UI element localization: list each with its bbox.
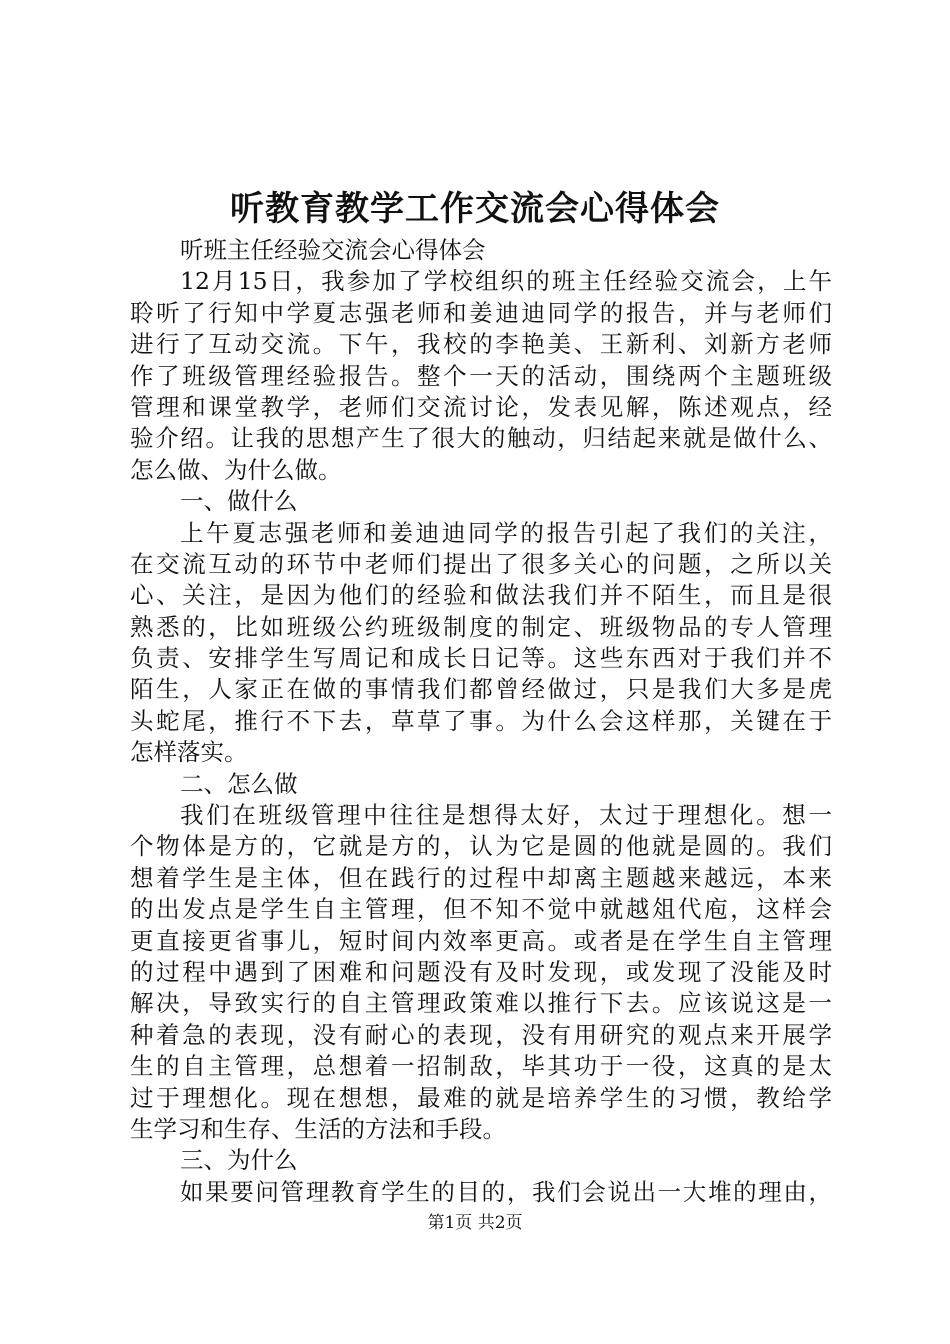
page-footer: 第1页 共2页 — [427, 1213, 523, 1233]
text-line: 聆听了行知中学夏志强老师和姜迪迪同学的报告，并与老师们 — [130, 298, 832, 327]
text-line: 个物体是方的，它就是方的，认为它是圆的他就是圆的。我们 — [130, 832, 832, 861]
text-line: 更直接更省事儿，短时间内效率更高。或者是在学生自主管理 — [130, 926, 832, 955]
document-body — [130, 235, 832, 1208]
text-line: 一、做什么 — [180, 487, 298, 516]
text-line: 想着学生是主体，但在践行的过程中却离主题越来越远，本来 — [130, 863, 832, 892]
text-line: 作了班级管理经验报告。整个一天的活动，围绕两个主题班级 — [130, 361, 832, 390]
text-line: 种着急的表现，没有耐心的表现，没有用研究的观点来开展学 — [130, 1020, 832, 1049]
text-line: 负责、安排学生写周记和成长日记等。这些东西对于我们并不 — [130, 644, 832, 673]
document-title: 听教育教学工作交流会心得体会 — [230, 189, 720, 229]
text-line: 验介绍。让我的思想产生了很大的触动，归结起来就是做什么、 — [130, 424, 832, 453]
text-line: 三、为什么 — [180, 1146, 298, 1175]
text-line: 心、关注，是因为他们的经验和做法我们并不陌生，而且是很 — [130, 581, 832, 610]
text-line: 生学习和生存、生活的方法和手段。 — [130, 1114, 506, 1143]
text-line: 12月15日，我参加了学校组织的班主任经验交流会，上午 — [180, 267, 832, 296]
text-line: 头蛇尾，推行不下去，草草了事。为什么会这样那，关键在于 — [130, 706, 832, 735]
text-line: 我们在班级管理中往往是想得太好，太过于理想化。想一 — [180, 801, 832, 830]
text-line: 陌生，人家正在做的事情我们都曾经做过，只是我们大多是虎 — [130, 675, 832, 704]
text-line: 上午夏志强老师和姜迪迪同学的报告引起了我们的关注， — [180, 518, 832, 547]
text-line: 过于理想化。现在想想，最难的就是培养学生的习惯，教给学 — [130, 1083, 832, 1112]
text-line: 在交流互动的环节中老师们提出了很多关心的问题，之所以关 — [130, 549, 832, 578]
text-line: 管理和课堂教学，老师们交流讨论，发表见解，陈述观点，经 — [130, 392, 832, 421]
text-line: 解决，导致实行的自主管理政策难以推行下去。应该说这是一 — [130, 989, 832, 1018]
text-line: 熟悉的，比如班级公约班级制度的制定、班级物品的专人管理 — [130, 612, 832, 641]
text-line: 二、怎么做 — [180, 769, 298, 798]
text-line: 进行了互动交流。下午，我校的李艳美、王新利、刘新方老师 — [130, 330, 832, 359]
text-line: 的出发点是学生自主管理，但不知不觉中就越俎代庖，这样会 — [130, 895, 832, 924]
text-line: 听班主任经验交流会心得体会 — [180, 236, 486, 264]
text-line: 的过程中遇到了困难和问题没有及时发现，或发现了没能及时 — [130, 957, 832, 986]
text-line: 生的自主管理，总想着一招制敌，毕其功于一役，这真的是太 — [130, 1052, 832, 1081]
text-line: 怎么做、为什么做。 — [130, 455, 342, 484]
text-line: 如果要问管理教育学生的目的，我们会说出一大堆的理由， — [180, 1177, 832, 1206]
text-line: 怎样落实。 — [130, 738, 248, 767]
